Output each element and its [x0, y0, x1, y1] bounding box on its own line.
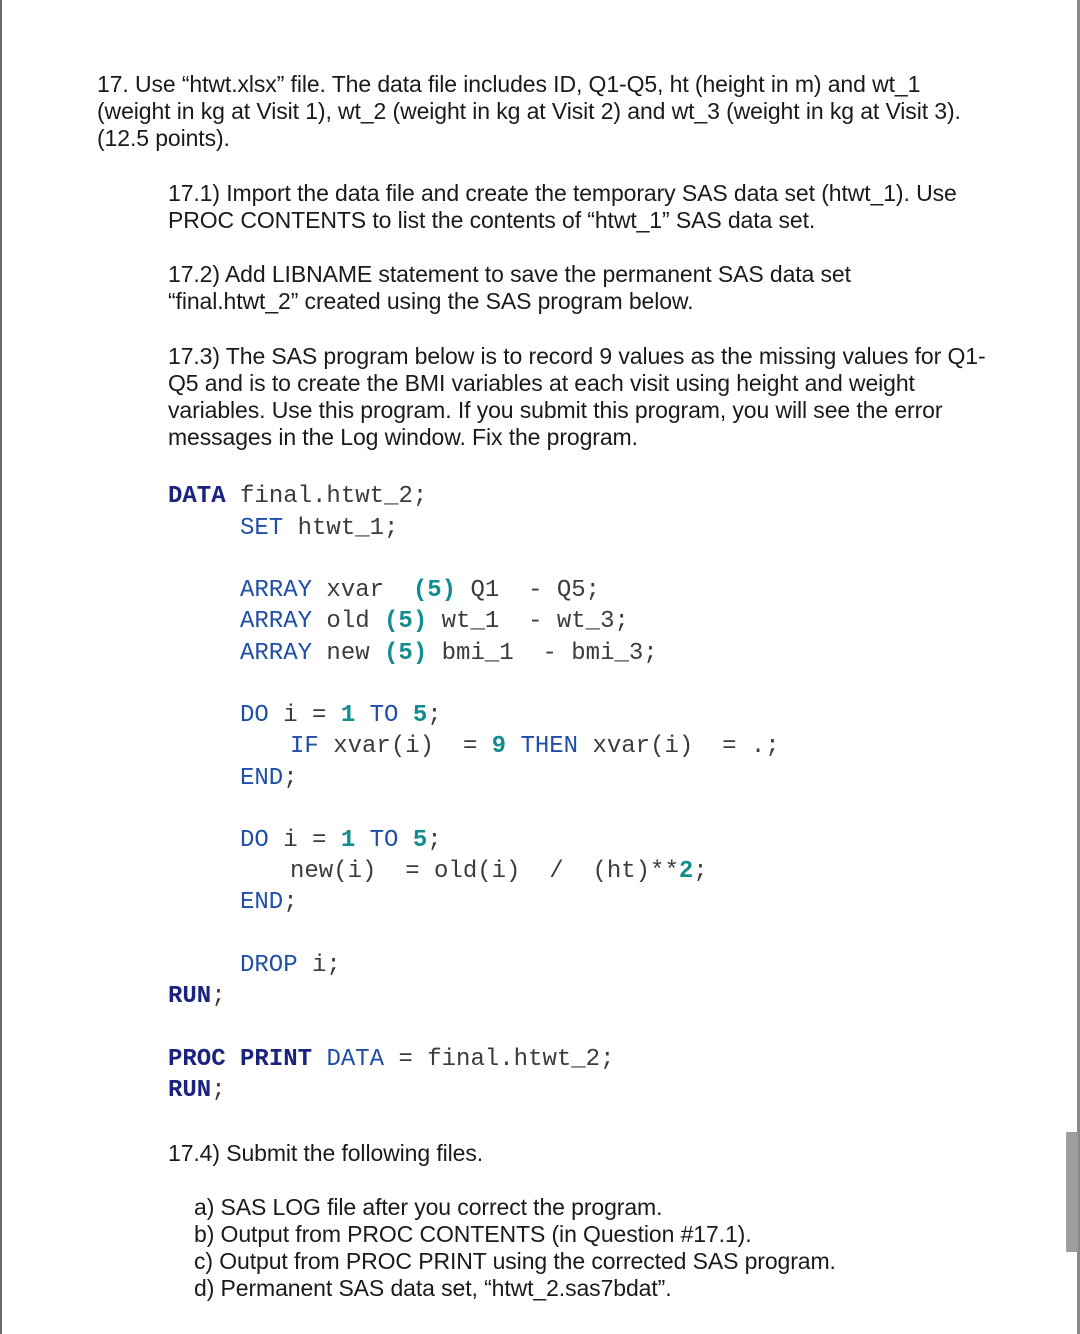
keyword-do: DO [240, 702, 269, 729]
array-name: old [312, 608, 385, 635]
code-if-line [290, 732, 780, 762]
list-item: b) Output from PROC CONTENTS (in Question #17.1). [194, 1221, 752, 1247]
array-vars: bmi_1 - bmi_3; [427, 640, 658, 667]
q173-line-3: variables. Use this program. If you submit this program, you will see the error [168, 397, 943, 423]
print-data-set: = final.htwt_2; [384, 1046, 615, 1073]
array-vars: wt_1 - wt_3; [427, 608, 629, 635]
loop-var: i = [268, 827, 341, 854]
list-item: d) Permanent SAS data set, “htwt_2.sas7bdat”. [194, 1275, 672, 1301]
list-item: c) Output from PROC PRINT using the corrected SAS program. [194, 1248, 836, 1274]
scrollbar-thumb[interactable] [1066, 1132, 1078, 1252]
array-size: (5) [384, 608, 428, 635]
data-set-name: final.htwt_2; [225, 483, 428, 510]
array-vars: Q1 - Q5; [456, 577, 601, 604]
keyword-array: ARRAY [240, 640, 313, 667]
semicolon: ; [283, 765, 298, 792]
code-array-line-1 [240, 576, 600, 606]
keyword-run: RUN [168, 1077, 212, 1104]
code-do-line-2 [240, 826, 442, 856]
if-condition: xvar(i) = [318, 733, 492, 760]
exponent: 2 [678, 858, 694, 885]
semicolon: ; [283, 889, 298, 916]
list-item: a) SAS LOG file after you correct the program. [194, 1194, 663, 1220]
array-name: xvar [312, 577, 413, 604]
keyword-end: END [240, 765, 284, 792]
code-run-line-2 [168, 1076, 226, 1106]
keyword-data: DATA [168, 483, 226, 510]
code-data-line [168, 482, 427, 512]
keyword-set: SET [240, 515, 284, 542]
semicolon: ; [211, 983, 226, 1010]
keyword-array: ARRAY [240, 608, 313, 635]
keyword-proc: PROC [168, 1046, 226, 1073]
code-proc-print-line [168, 1045, 614, 1075]
loop-var: i = [268, 702, 341, 729]
q171-line-1: 17.1) Import the data file and create the temporary SAS data set (htwt_1). Use [168, 180, 957, 206]
semicolon: ; [427, 702, 442, 729]
bmi-expression: new(i) = old(i) / (ht)** [290, 858, 679, 885]
keyword-run: RUN [168, 983, 212, 1010]
loop-start: 1 [340, 827, 356, 854]
q173-line-1: 17.3) The SAS program below is to record 9 values as the missing values for Q1- [168, 343, 986, 369]
q173-line-4: messages in the Log window. Fix the program. [168, 424, 638, 450]
array-size: (5) [412, 577, 457, 604]
q173-line-2: Q5 and is to create the BMI variables at each visit using height and weight [168, 370, 915, 396]
code-end-line-2 [240, 888, 298, 918]
array-size: (5) [384, 640, 428, 667]
code-drop-line [240, 951, 341, 981]
code-bmi-calc-line [290, 857, 708, 887]
q172-line-1: 17.2) Add LIBNAME statement to save the permanent SAS data set [168, 261, 851, 287]
code-array-line-2 [240, 607, 629, 637]
code-do-line-1 [240, 701, 442, 731]
loop-end: 5 [412, 702, 428, 729]
q172-line-2: “final.htwt_2” created using the SAS program below. [168, 288, 694, 314]
if-assignment: xvar(i) = .; [578, 733, 780, 760]
question-line-2: (weight in kg at Visit 1), wt_2 (weight in kg at Visit 2) and wt_3 (weight in kg at Visit 3). [97, 98, 961, 124]
keyword-to: TO [369, 827, 399, 854]
missing-code: 9 [491, 733, 507, 760]
loop-start: 1 [340, 702, 356, 729]
semicolon: ; [427, 827, 442, 854]
page-left-border [0, 0, 2, 1334]
keyword-array: ARRAY [240, 577, 313, 604]
keyword-end: END [240, 889, 284, 916]
semicolon: ; [693, 858, 708, 885]
loop-end: 5 [412, 827, 428, 854]
keyword-drop: DROP [240, 952, 298, 979]
question-line-1: 17. Use “htwt.xlsx” file. The data file includes ID, Q1-Q5, ht (height in m) and wt_1 [97, 71, 921, 97]
keyword-if: IF [290, 733, 319, 760]
array-name: new [312, 640, 385, 667]
code-run-line-1 [168, 982, 226, 1012]
drop-var: i; [297, 952, 341, 979]
keyword-print: PRINT [240, 1046, 313, 1073]
question-line-3: (12.5 points). [97, 125, 230, 151]
keyword-then: THEN [520, 733, 579, 760]
q174-title: 17.4) Submit the following files. [168, 1140, 484, 1166]
q171-line-2: PROC CONTENTS to list the contents of “htwt_1” SAS data set. [168, 207, 816, 233]
set-data-name: htwt_1; [283, 515, 399, 542]
option-data: DATA [326, 1046, 385, 1073]
code-set-line [240, 514, 398, 544]
keyword-do: DO [240, 827, 269, 854]
semicolon: ; [211, 1077, 226, 1104]
code-array-line-3 [240, 639, 658, 669]
code-end-line-1 [240, 764, 298, 794]
keyword-to: TO [369, 702, 399, 729]
